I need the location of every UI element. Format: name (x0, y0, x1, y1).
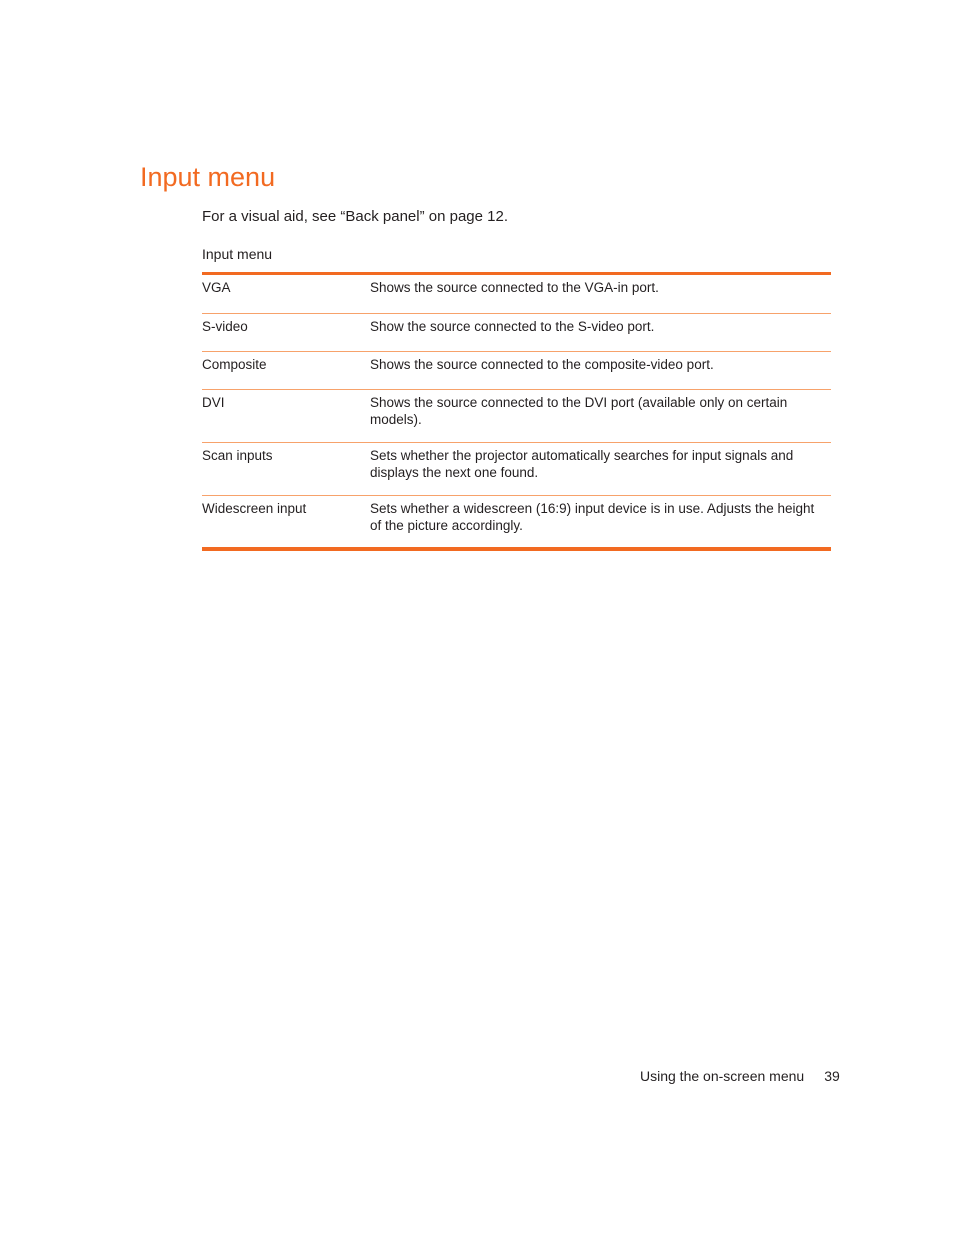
row-description: Shows the source connected to the DVI port (available only on certain models). (370, 395, 788, 427)
row-description: Sets whether the projector automatically searches for input signals and displays the next one found. (370, 448, 794, 480)
table-row (202, 313, 831, 351)
row-description: Shows the source connected to the VGA-in port. (370, 280, 659, 295)
footer-section-title: Using the on-screen menu (640, 1068, 805, 1084)
table-row (202, 351, 831, 389)
page-footer (640, 1066, 840, 1086)
row-name: Scan inputs (202, 448, 273, 463)
table-row (202, 442, 831, 495)
table-row (202, 389, 831, 442)
page-number: 39 (824, 1068, 840, 1084)
table-caption: Input menu (202, 246, 273, 262)
row-name: DVI (202, 395, 225, 410)
row-description: Sets whether a widescreen (16:9) input device is in use. Adjusts the height of the picture accordingly. (370, 501, 815, 533)
row-name: Composite (202, 357, 267, 372)
row-description: Shows the source connected to the composite-video port. (370, 357, 714, 372)
input-menu-table (202, 272, 831, 551)
row-name: VGA (202, 280, 231, 295)
row-name: S-video (202, 319, 248, 334)
table-row (202, 495, 831, 547)
intro-text: For a visual aid, see “Back panel” on page 12. (202, 208, 509, 225)
row-name: Widescreen input (202, 501, 307, 516)
row-description: Show the source connected to the S-video port. (370, 319, 655, 334)
page-title: Input menu (140, 162, 276, 192)
table-row (202, 275, 831, 313)
